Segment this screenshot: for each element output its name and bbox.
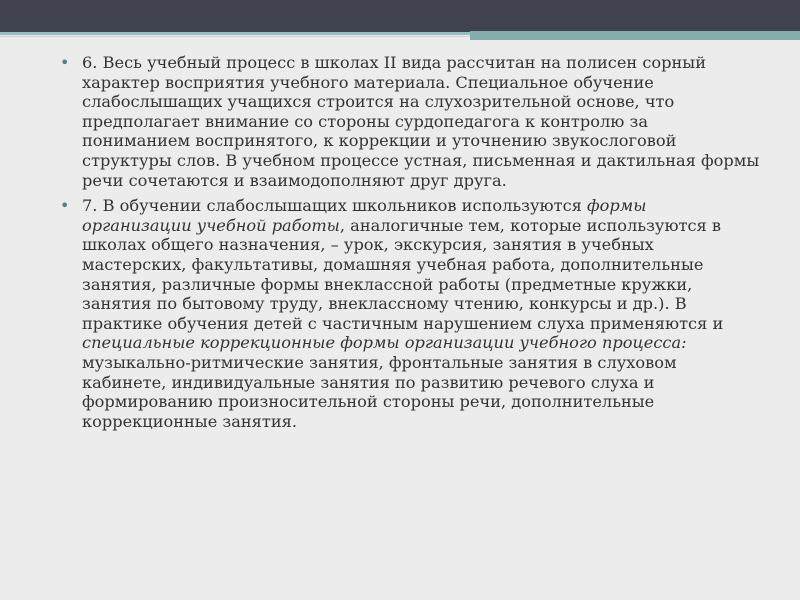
header-bar — [0, 0, 800, 32]
bullet-icon: • — [60, 53, 70, 72]
paragraph-7-text-2: , аналогичные тем, которые используются в школах общего назначения, – урок, экскурсия, занятия в учебных мастерских, факультативы, домашняя учебная работа, дополнительные занятия, различные формы внеклассной работы (предметные кружки, занятия по бытовому труду, внеклассному чтению, конкурсы и др.). В практике обучения детей с частичным нарушением слуха применяются и — [82, 215, 724, 333]
paragraph-7-italic-1: формы организации учебной работы — [82, 196, 647, 235]
paragraph-6 — [60, 53, 760, 190]
paragraph-7-text-1: 7. В обучении слабослышащих школьников используются — [82, 196, 587, 216]
slide-content — [60, 53, 760, 437]
header-teal-block — [470, 31, 800, 40]
paragraph-6-text: 6. Весь учебный процесс в школах II вида рассчитан на полисен сорный характер восприятия учебного материала. Специальное обучение слабослышащих учащихся строится на слухозрительной основе, что предполагает внимание со стороны сурдопедагога к контролю за пониманием воспринятого, к коррекции и уточнению звукослоговой структуры слов. В учебном процессе устная, письменная и дактильная формы речи сочетаются и взаимодополняют друг друга. — [82, 53, 760, 190]
paragraph-7-text-3: музыкально-ритмические занятия, фронтальные занятия в слуховом кабинете, индивидуальные занятия по развитию речевого слуха и формированию произносительной стороны речи, дополнительные коррекционные занятия. — [82, 352, 677, 431]
paragraph-7 — [60, 196, 760, 431]
paragraph-7-italic-2: специальные коррекционные формы организации учебного процесса: — [82, 333, 687, 353]
bullet-icon: • — [60, 196, 70, 216]
